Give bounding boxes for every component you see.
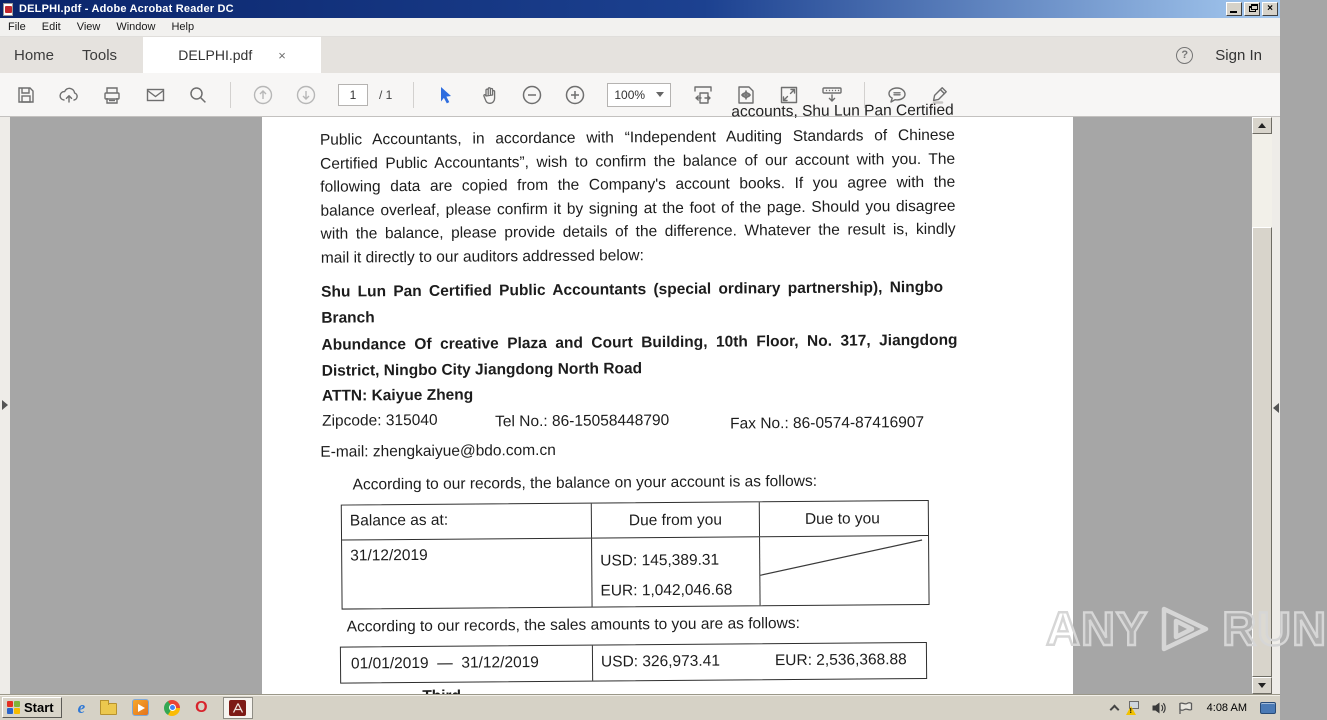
cloud-upload-icon[interactable]: [58, 84, 80, 106]
taskbar: [0, 694, 1280, 720]
close-button[interactable]: ×: [1262, 2, 1278, 16]
file-explorer-icon[interactable]: [100, 703, 117, 715]
sales-amounts-cell: [593, 643, 926, 681]
balance-date-cell: 31/12/2019: [342, 539, 593, 609]
right-panel-strip[interactable]: [1272, 117, 1280, 694]
volume-icon[interactable]: [1151, 701, 1168, 715]
show-hidden-icons-icon[interactable]: [1109, 705, 1119, 715]
acrobat-taskbar-button[interactable]: [223, 697, 253, 719]
hand-tool-icon[interactable]: [478, 84, 500, 106]
menu-bar: [0, 18, 1280, 37]
start-button-label: Start: [24, 700, 54, 715]
title-bar: [0, 0, 1280, 18]
chrome-icon[interactable]: [164, 700, 180, 716]
balance-due-to-cell: [760, 536, 926, 605]
print-icon[interactable]: [101, 84, 123, 106]
sales-period-cell: 01/01/2019 — 31/12/2019: [341, 646, 593, 683]
page-number-input[interactable]: [338, 84, 368, 106]
tab-bar: [0, 37, 1280, 73]
acrobat-icon: [229, 700, 246, 716]
clipped-text-top: accounts, Shu Lun Pan Certified: [731, 101, 954, 121]
balance-table: [341, 500, 930, 610]
zipcode-line: Zipcode: 315040: [322, 411, 438, 430]
balance-due-from-cell: [592, 537, 761, 606]
balance-table-header: Due from you: [592, 502, 760, 537]
balance-usd: USD: 145,389.31: [600, 551, 720, 570]
scroll-down-button[interactable]: [1252, 677, 1272, 694]
auditor-address: [321, 328, 957, 385]
sign-in-button[interactable]: Sign In: [1215, 46, 1262, 64]
show-desktop-button[interactable]: [1260, 702, 1276, 714]
save-icon[interactable]: [15, 84, 37, 106]
text-line: Certified Public Accountants”, wish to confirm the balance of our account with you. The: [320, 150, 956, 173]
action-flag-icon[interactable]: [1177, 701, 1194, 715]
text-line: Shu Lun Pan Certified Public Accountants (special ordinary partnership), Ningbo: [321, 278, 944, 301]
sales-usd: USD: 326,973.41: [600, 652, 720, 671]
menu-file[interactable]: File: [8, 21, 26, 33]
sales-eur: EUR: 2,536,368.88: [774, 651, 907, 670]
close-tab-icon[interactable]: ×: [278, 47, 286, 63]
vertical-scrollbar[interactable]: [1252, 117, 1272, 694]
opera-icon[interactable]: O: [195, 698, 208, 716]
pdf-page-content: [260, 101, 1076, 697]
text-line: balance overleaf, please confirm it by signing at the foot of the page. Should you disagree: [320, 197, 956, 220]
auditor-name: [321, 275, 943, 332]
fax-line: Fax No.: 86-0574-87416907: [730, 413, 925, 433]
diagonal-strike-line: [760, 536, 924, 603]
zoom-out-icon[interactable]: [521, 84, 543, 106]
sales-table: [340, 642, 927, 684]
help-icon[interactable]: ?: [1176, 47, 1193, 64]
scroll-up-button[interactable]: [1252, 117, 1272, 134]
next-page-icon[interactable]: [295, 84, 317, 106]
text-line: Abundance Of creative Plaza and Court Building, 10th Floor, No. 317, Jiangdong: [321, 331, 958, 354]
balance-eur: EUR: 1,042,046.68: [600, 581, 733, 600]
letter-paragraph: [320, 124, 956, 270]
menu-edit[interactable]: Edit: [41, 21, 61, 33]
network-warning-icon[interactable]: !: [1127, 701, 1142, 714]
balance-table-header: Due to you: [804, 510, 880, 528]
email-icon[interactable]: [144, 84, 166, 106]
tel-line: Tel No.: 86-15058448790: [495, 411, 670, 431]
zoom-level-dropdown[interactable]: [607, 83, 671, 107]
previous-page-icon[interactable]: [252, 84, 274, 106]
text-line: mail it directly to our auditors addressed below:: [320, 246, 644, 267]
menu-view[interactable]: View: [76, 21, 101, 33]
left-panel-strip[interactable]: [0, 117, 10, 694]
email-line: E-mail: zhengkaiyue@bdo.com.cn: [320, 441, 556, 461]
restore-button[interactable]: [1244, 2, 1260, 16]
text-line: with the balance, please provide details of the difference. Whatever the result is, kindly: [320, 220, 956, 243]
menu-window[interactable]: Window: [116, 21, 156, 33]
fit-width-icon[interactable]: [692, 84, 714, 106]
text-line: Branch: [321, 309, 375, 327]
expand-right-panel-icon[interactable]: [1273, 403, 1279, 413]
tab-tools[interactable]: Tools: [82, 46, 118, 64]
scrollbar-thumb[interactable]: [1252, 227, 1272, 677]
select-tool-icon[interactable]: [435, 84, 457, 106]
search-icon[interactable]: [187, 84, 209, 106]
pdf-page[interactable]: [262, 101, 1073, 694]
zoom-level-value: 100%: [614, 87, 646, 102]
window-title: DELPHI.pdf - Adobe Acrobat Reader DC: [19, 3, 234, 15]
text-line: Public Accountants, in accordance with “Independent Auditing Standards of Chinese: [319, 126, 955, 149]
text-line: following data are copied from the Company's account books. If you agree with the: [320, 173, 956, 196]
media-player-icon[interactable]: [132, 699, 149, 716]
anyrun-logo-icon: [1156, 603, 1214, 655]
taskbar-clock[interactable]: 4:08 AM: [1206, 701, 1247, 714]
fit-page-icon[interactable]: [735, 84, 757, 106]
chevron-down-icon: [656, 92, 664, 97]
quick-launch: [78, 697, 253, 719]
tab-document[interactable]: [143, 37, 321, 73]
toolbar-separator: [230, 82, 231, 108]
balance-table-header: Balance as at:: [342, 504, 592, 540]
windows-logo-icon: [7, 701, 20, 714]
attn-line: ATTN: Kaiyue Zheng: [321, 386, 474, 405]
sales-intro-line: According to our records, the sales amounts to you are as follows:: [346, 614, 800, 636]
system-tray: [1111, 701, 1280, 715]
internet-explorer-icon[interactable]: e: [77, 698, 86, 717]
tab-home[interactable]: Home: [14, 46, 55, 64]
pdf-file-icon: [2, 3, 15, 16]
zoom-in-icon[interactable]: [564, 84, 586, 106]
page-total-label: / 1: [379, 87, 393, 102]
menu-help[interactable]: Help: [171, 21, 195, 33]
start-button[interactable]: [2, 697, 62, 718]
expand-left-panel-icon[interactable]: [2, 400, 8, 410]
balance-intro-line: According to our records, the balance on your account is as follows:: [352, 472, 818, 494]
toolbar-separator: [413, 82, 414, 108]
minimize-button[interactable]: [1226, 2, 1242, 16]
watermark-any-text: ANY: [1046, 602, 1149, 655]
document-view: [0, 101, 1280, 694]
anyrun-watermark: [1046, 601, 1327, 656]
text-line: District, Ningbo City Jiangdong North Road: [321, 360, 643, 380]
tab-document-label: DELPHI.pdf: [178, 47, 253, 63]
